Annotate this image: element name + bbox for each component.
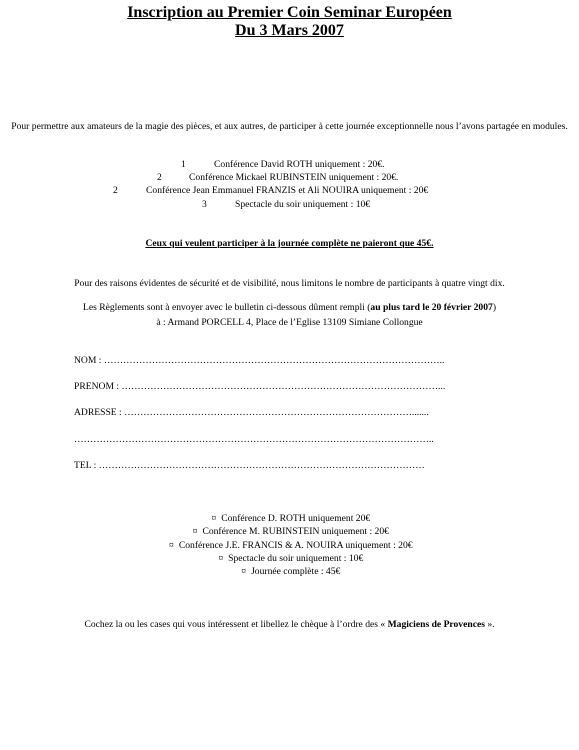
checkbox-icon[interactable]: ¤ <box>192 526 198 537</box>
tel-field[interactable]: TEL : ………………………………………………………………………………………… <box>74 460 425 471</box>
title-line-1 <box>0 4 579 22</box>
option-roth[interactable] <box>0 513 579 525</box>
footer-suffix: ». <box>484 619 495 630</box>
module-text: Conférence David ROTH uniquement : 20€. <box>214 159 385 170</box>
module-text: Spectacle du soir uniquement : 10€ <box>235 199 371 210</box>
rules-line <box>0 302 579 314</box>
module-number: 3 <box>202 199 207 210</box>
module-item-3 <box>113 185 428 197</box>
adresse-field-2[interactable]: ………………………………………………………………………………………………….. <box>74 434 434 445</box>
intro-paragraph: Pour permettre aux amateurs de la magie des pièces, et aux autres, de participer à cette journée exceptionnelle nous l’avons partagée en modules. <box>11 121 568 132</box>
module-text: Conférence Mickael RUBINSTEIN uniquement : 20€. <box>189 172 399 183</box>
rules-deadline: au plus tard le 20 février 2007 <box>370 302 493 313</box>
module-item-2 <box>157 172 398 184</box>
option-journee[interactable] <box>0 566 579 578</box>
option-rubinstein[interactable] <box>0 526 579 538</box>
checkbox-icon[interactable]: ¤ <box>211 513 217 524</box>
footer-prefix: Cochez la ou les cases qui vous intéressent et libellez le chèque à l’ordre des « <box>84 619 388 630</box>
checkbox-icon[interactable]: ¤ <box>218 553 224 564</box>
footer-instructions <box>0 619 579 631</box>
rules-prefix: Les Règlements sont à envoyer avec le bulletin ci-dessous dûment rempli ( <box>82 302 371 313</box>
adresse-field[interactable]: ADRESSE : ………………………………………………………………………………....... <box>74 407 429 418</box>
title-line-2 <box>0 22 579 40</box>
option-francis-nouira[interactable] <box>0 540 579 552</box>
title-text-1: Inscription au Premier Coin Seminar Européen <box>127 4 452 21</box>
module-number: 2 <box>157 172 162 183</box>
option-label: Conférence D. ROTH uniquement 20€ <box>221 513 371 524</box>
module-item-4 <box>202 199 370 211</box>
module-item-1 <box>181 159 385 171</box>
module-number: 2 <box>113 185 118 196</box>
option-label: Conférence M. RUBINSTEIN uniquement : 20€ <box>202 526 389 537</box>
full-day-notice: Ceux qui veulent participer à la journée complète ne paieront que 45€. <box>145 238 434 249</box>
option-spectacle[interactable] <box>0 553 579 565</box>
checkbox-icon[interactable]: ¤ <box>241 566 247 577</box>
rules-address: à : Armand PORCELL 4, Place de l’Eglise 13109 Simiane Collongue <box>156 317 423 328</box>
module-text: Conférence Jean Emmanuel FRANZIS et Ali NOUIRA uniquement : 20€ <box>146 185 429 196</box>
prenom-field[interactable]: PRENOM : ………………………………………………………………………………………... <box>74 381 446 392</box>
checkbox-icon[interactable]: ¤ <box>169 540 174 551</box>
nom-field[interactable]: NOM : …………………………………………………………………………………………….. <box>74 355 445 366</box>
option-label: Journée complète : 45€ <box>251 566 341 577</box>
footer-payee: Magiciens de Provences <box>387 619 485 630</box>
option-label: Conférence J.E. FRANCIS & A. NOUIRA uniquement : 20€ <box>178 540 413 551</box>
security-notice: Pour des raisons évidentes de sécurité et de visibilité, nous limitons le nombre de participants à quatre vingt dix. <box>74 278 505 289</box>
module-number: 1 <box>181 159 186 170</box>
rules-suffix: ) <box>492 302 497 313</box>
title-text-2: Du 3 Mars 2007 <box>235 22 344 39</box>
option-label: Spectacle du soir uniquement : 10€ <box>228 553 364 564</box>
